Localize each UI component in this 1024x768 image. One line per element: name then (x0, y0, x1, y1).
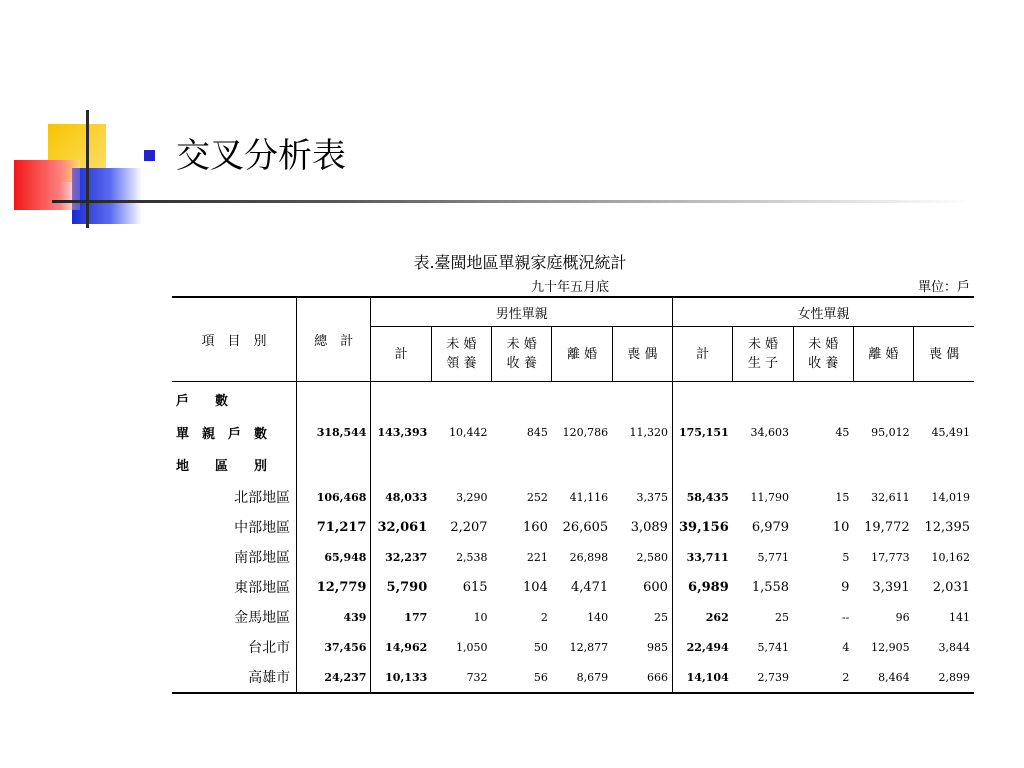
total-row-label (172, 382, 297, 483)
table-cell: 3,391 (872, 579, 910, 595)
table-cell: 2 (540, 610, 548, 624)
table-cell: 845 (526, 425, 548, 439)
table-cell: 2,899 (914, 662, 974, 693)
row-label: 金馬地區 (172, 602, 297, 632)
header-male-col-2: 未 婚 收 養 (492, 327, 552, 382)
table-cell: 10,162 (931, 550, 970, 564)
table-cell: 9 (841, 579, 850, 595)
header-male-col-1: 未 婚 領 養 (431, 327, 491, 382)
table-cell: 3,089 (612, 512, 672, 542)
table-cell: 12,779 (297, 572, 371, 602)
table-cell: 56 (492, 662, 552, 693)
table-cell: 6,979 (751, 519, 790, 535)
table-cell: 48,033 (385, 490, 428, 504)
table-cell: 10 (473, 610, 488, 624)
table-cell: 120,786 (562, 425, 609, 439)
table-cell: 5,741 (757, 640, 790, 654)
table-cell: 34,603 (750, 425, 790, 439)
table-cell: 12,395 (924, 519, 970, 535)
table-cell: 5,771 (757, 550, 790, 564)
table-cell: 11,790 (750, 490, 790, 504)
table-cell: 3,290 (456, 490, 488, 504)
table-cell: 5 (842, 550, 850, 564)
decor-horizontal-line (52, 200, 972, 203)
total-label-line: 戶 數 (176, 394, 229, 409)
header-total: 總 計 (297, 297, 371, 382)
table-row (172, 542, 974, 572)
table-cell: 985 (612, 632, 672, 662)
table-cell: 1,050 (456, 640, 488, 654)
table-cell: 71,217 (297, 512, 371, 542)
header-male-col-3: 離 婚 (552, 327, 612, 382)
table-cell: 26,605 (562, 519, 609, 535)
table-cell: 10,442 (449, 425, 488, 439)
table-cell: 50 (533, 640, 548, 654)
row-label: 中部地區 (172, 512, 297, 542)
table-cell: 24,237 (297, 662, 371, 693)
table-cell: 4,471 (570, 579, 609, 595)
table-cell: 1,558 (751, 579, 790, 595)
table-cell: 12,877 (569, 640, 609, 654)
table-cell: -- (841, 610, 850, 624)
table-cell: 22,494 (686, 640, 729, 654)
table-cell: 8,464 (853, 662, 913, 693)
header-male-group: 男性單親 (371, 297, 672, 327)
table-cell: 106,468 (297, 482, 371, 512)
header-male-col-4: 喪 偶 (612, 327, 672, 382)
table-cell: 11,320 (612, 382, 672, 483)
table-row (172, 662, 974, 693)
row-label: 高雄市 (172, 662, 297, 693)
table-cell: 2,739 (733, 662, 793, 693)
header-female-col-2: 未 婚 收 養 (793, 327, 853, 382)
table-cell: 65,948 (297, 542, 371, 572)
table-cell: 600 (612, 572, 672, 602)
table-cell: 5,790 (386, 579, 428, 595)
table-date: 九十年五月底 (530, 280, 609, 295)
table-row (172, 632, 974, 662)
table-cell: 615 (462, 579, 488, 595)
table-cell: 3,844 (938, 640, 970, 654)
table-row (172, 512, 974, 542)
total-label-line: 地 區 別 (176, 459, 268, 474)
table-cell: 45 (835, 425, 850, 439)
table-row-total (172, 382, 974, 483)
table-cell: 175,151 (678, 425, 729, 439)
table-cell: 19,772 (864, 519, 910, 535)
table-cell: 2,207 (450, 519, 488, 535)
row-label: 南部地區 (172, 542, 297, 572)
table-cell: 12,905 (871, 640, 910, 654)
row-label: 台北市 (172, 632, 297, 662)
table-caption: 表.臺閩地區單親家庭概況統計 (413, 253, 627, 272)
table-cell: 318,544 (297, 382, 371, 483)
table-cell: 143,393 (377, 425, 428, 439)
table-cell: 2,580 (612, 542, 672, 572)
table-cell: 15 (835, 490, 850, 504)
table-cell: 32,611 (871, 490, 910, 504)
table-cell: 2,538 (456, 550, 488, 564)
table-cell: 2,031 (932, 579, 970, 595)
table-cell: 25 (775, 610, 790, 624)
table-cell: 252 (526, 490, 548, 504)
table-cell: 6,989 (688, 579, 729, 595)
table-cell: 14,019 (931, 490, 970, 504)
header-male-col-0: 計 (371, 327, 431, 382)
table-cell: 732 (431, 662, 491, 693)
table-cell: 41,116 (569, 490, 609, 504)
table-cell: 140 (587, 610, 609, 624)
table-cell: 32,061 (377, 519, 428, 535)
header-female-col-3: 離 婚 (853, 327, 913, 382)
table-cell: 95,012 (871, 425, 910, 439)
header-female-col-0: 計 (672, 327, 732, 382)
table-unit: 單位：戶 (917, 280, 970, 295)
table-cell: 439 (297, 602, 371, 632)
table-cell: 45,491 (931, 425, 970, 439)
table-cell: 177 (404, 610, 428, 624)
table-cell: 96 (895, 610, 910, 624)
table-cell: 14,962 (385, 640, 428, 654)
header-female-group: 女性單親 (672, 297, 974, 327)
table-cell: 160 (523, 519, 548, 535)
table-cell: 221 (526, 550, 548, 564)
table-cell: 3,375 (612, 482, 672, 512)
row-label: 東部地區 (172, 572, 297, 602)
table-cell: 4 (842, 640, 850, 654)
table-cell: 26,898 (569, 550, 609, 564)
table-cell: 104 (523, 579, 548, 595)
table-row (172, 602, 974, 632)
table-cell: 10,133 (371, 662, 431, 693)
table-cell: 37,456 (297, 632, 371, 662)
table-cell: 32,237 (385, 550, 428, 564)
table-cell: 262 (705, 610, 729, 624)
slide-title: 交叉分析表 (176, 136, 346, 176)
decor-blue-square (72, 168, 142, 224)
table-cell: 2 (793, 662, 853, 693)
table-cell: 10 (832, 519, 850, 535)
table-cell: 141 (949, 610, 970, 624)
table-row (172, 572, 974, 602)
table-cell: 666 (612, 662, 672, 693)
header-female-col-4: 喪 偶 (914, 327, 974, 382)
table-cell: 14,104 (672, 662, 732, 693)
total-label-line: 單 親 戶 數 (176, 426, 268, 442)
statistics-table (172, 296, 974, 694)
header-item: 項 目 別 (172, 297, 297, 382)
row-label: 北部地區 (172, 482, 297, 512)
table-cell: 58,435 (686, 490, 729, 504)
decor-vertical-line (86, 110, 89, 228)
bullet-icon (144, 150, 155, 161)
header-female-col-1: 未 婚 生 子 (733, 327, 793, 382)
table-cell: 8,679 (552, 662, 612, 693)
table-cell: 33,711 (686, 550, 729, 564)
table-cell: 39,156 (678, 519, 729, 535)
table-cell: 17,773 (871, 550, 910, 564)
table-row (172, 482, 974, 512)
table-cell: 25 (612, 602, 672, 632)
